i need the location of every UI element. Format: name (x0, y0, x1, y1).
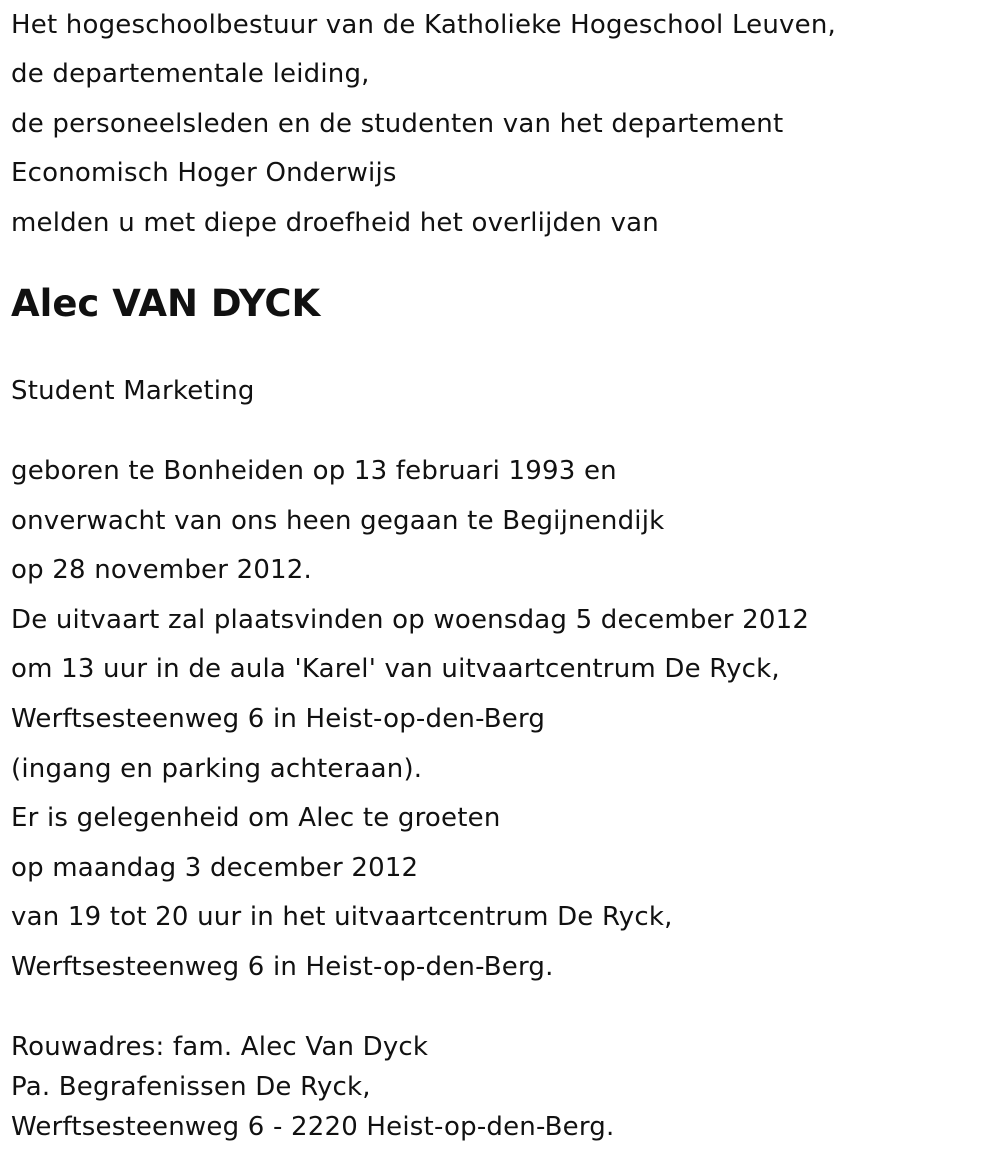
detail-line: De uitvaart zal plaatsvinden op woensdag 5 december 2012 (11, 605, 810, 635)
detail-line: om 13 uur in de aula 'Karel' van uitvaartcentrum De Ryck, (11, 654, 780, 684)
detail-line: van 19 tot 20 uur in het uitvaartcentrum De Ryck, (11, 902, 673, 932)
detail-line: onverwacht van ons heen gegaan te Begijnendijk (11, 506, 665, 536)
intro-line: Economisch Hoger Onderwijs (11, 158, 397, 188)
address-line: Rouwadres: fam. Alec Van Dyck (11, 1032, 429, 1062)
intro-line: de personeelsleden en de studenten van het departement (11, 109, 784, 139)
deceased-role: Student Marketing (11, 376, 255, 406)
detail-line: geboren te Bonheiden op 13 februari 1993 en (11, 456, 617, 486)
intro-line: Het hogeschoolbestuur van de Katholieke Hogeschool Leuven, (11, 10, 836, 40)
deceased-name: Alec VAN DYCK (11, 282, 321, 325)
detail-line: (ingang en parking achteraan). (11, 754, 423, 784)
intro-line: melden u met diepe droefheid het overlijden van (11, 208, 659, 238)
detail-line: op maandag 3 december 2012 (11, 853, 419, 883)
address-line: Werftsesteenweg 6 - 2220 Heist-op-den-Berg. (11, 1112, 615, 1142)
address-line: Pa. Begrafenissen De Ryck, (11, 1072, 371, 1102)
intro-line: de departementale leiding, (11, 59, 370, 89)
detail-line: Werftsesteenweg 6 in Heist-op-den-Berg. (11, 952, 554, 982)
detail-line: op 28 november 2012. (11, 555, 313, 585)
detail-line: Werftsesteenweg 6 in Heist-op-den-Berg (11, 704, 546, 734)
detail-line: Er is gelegenheid om Alec te groeten (11, 803, 501, 833)
